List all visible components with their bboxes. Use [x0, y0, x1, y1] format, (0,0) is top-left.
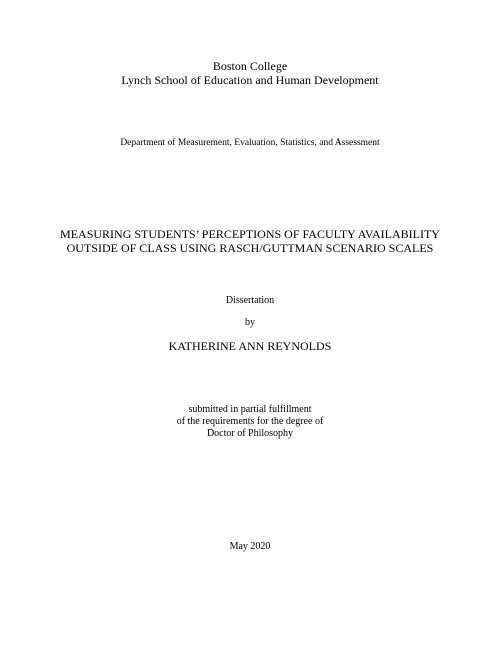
submission-line-1: submitted in partial fulfillment — [188, 404, 312, 415]
submission-date: May 2020 — [229, 541, 271, 552]
university-name: Boston College — [212, 59, 288, 73]
author-name: KATHERINE ANN REYNOLDS — [168, 339, 332, 353]
by-label: by — [245, 317, 255, 328]
document-type: Dissertation — [225, 295, 275, 306]
submission-line-2: of the requirements for the degree of — [176, 416, 324, 427]
dissertation-title-line-2: OUTSIDE OF CLASS USING RASCH/GUTTMAN SCENARIO SCALES — [66, 241, 434, 255]
degree-name: Doctor of Philosophy — [206, 428, 294, 439]
department-name: Department of Measurement, Evaluation, Statistics, and Assessment — [120, 138, 380, 148]
school-name: Lynch School of Education and Human Development — [121, 73, 379, 87]
dissertation-title-line-1: MEASURING STUDENTS’ PERCEPTIONS OF FACULTY AVAILABILITY — [60, 227, 440, 241]
